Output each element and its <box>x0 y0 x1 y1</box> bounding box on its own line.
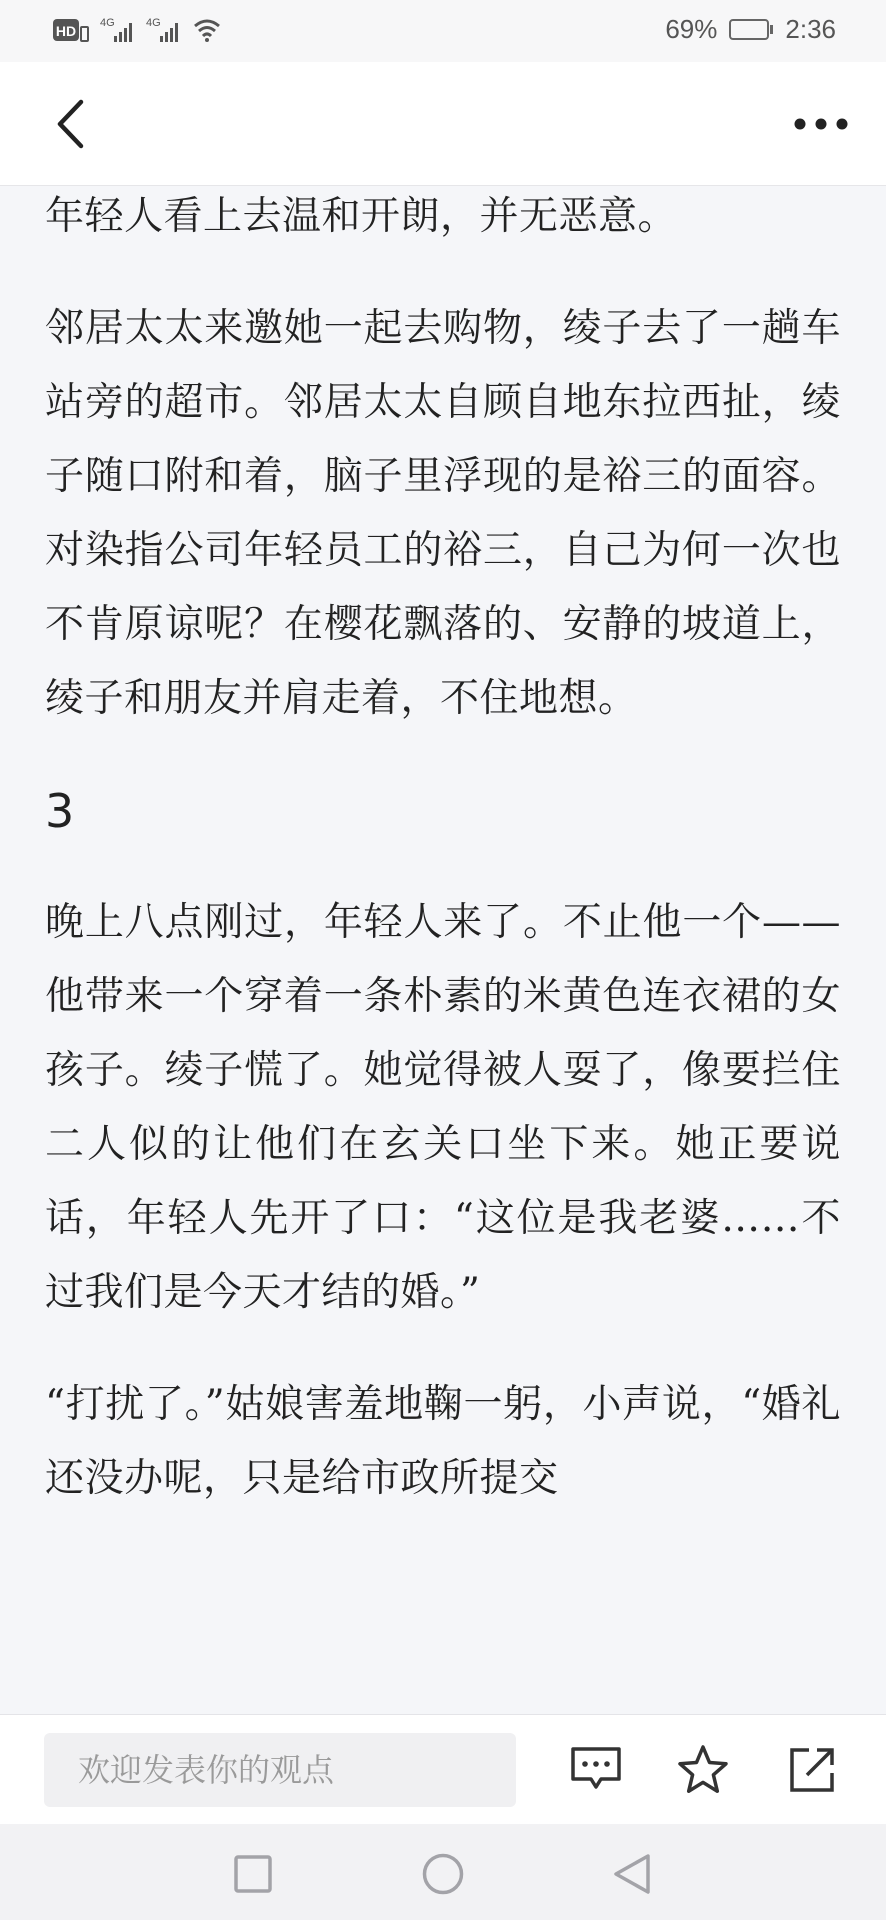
star-icon <box>676 1744 730 1796</box>
battery-percent: 69% <box>665 14 718 44</box>
back-button[interactable] <box>40 94 100 154</box>
status-bar <box>0 0 886 62</box>
share-icon <box>787 1745 837 1795</box>
home-button[interactable] <box>415 1846 471 1902</box>
comment-input[interactable] <box>44 1733 516 1807</box>
svg-text:HD: HD <box>55 23 77 39</box>
article-body <box>45 186 841 1714</box>
comment-button[interactable] <box>563 1737 629 1803</box>
signal-icon <box>100 16 136 44</box>
section-number: 3 <box>45 784 75 838</box>
chevron-left-icon <box>53 99 87 149</box>
clock: 2:36 <box>785 14 836 44</box>
status-right <box>665 14 836 45</box>
more-horizontal-icon <box>793 117 849 131</box>
top-app-bar <box>0 62 886 186</box>
battery-icon <box>729 19 773 40</box>
back-triangle-icon <box>611 1852 653 1896</box>
article-paragraph: “打扰了。”姑娘害羞地鞠一躬，小声说，“婚礼还没办呢，只是给市政所提交 <box>45 1382 841 1501</box>
article-paragraph: 年轻人看上去温和开朗，并无恶意。 <box>45 194 678 239</box>
signal-icon <box>146 16 182 44</box>
article-paragraph: 晚上八点刚过，年轻人来了。不止他一个——他带来一个穿着一条朴素的米黄色连衣裙的女孩子。绫子慌了。她觉得被人耍了，像要拦住二人似的让他们在玄关口坐下来。她正要说话，年轻人先开了口：“这位是我老婆……不过我们是今天才结的婚。” <box>45 900 841 1315</box>
comment-icon <box>569 1745 623 1795</box>
nav-back-button[interactable] <box>604 1846 660 1902</box>
status-left <box>52 16 222 44</box>
system-nav-bar <box>0 1824 886 1920</box>
bottom-action-bar <box>0 1714 886 1824</box>
recent-apps-button[interactable] <box>225 1846 281 1902</box>
svg-text:4G: 4G <box>146 17 161 29</box>
recent-apps-icon <box>233 1854 273 1894</box>
article-paragraph: 邻居太太来邀她一起去购物，绫子去了一趟车站旁的超市。邻居太太自顾自地东拉西扯，绫子随口附和着，脑子里浮现的是裕三的面容。对染指公司年轻员工的裕三，自己为何一次也不肯原谅呢？在樱花飘落的、安静的坡道上，绫子和朋友并肩走着，不住地想。 <box>45 306 841 721</box>
svg-text:4G: 4G <box>100 17 115 29</box>
wifi-icon <box>192 17 222 43</box>
home-icon <box>421 1852 465 1896</box>
hd-icon <box>52 17 90 43</box>
favorite-button[interactable] <box>670 1737 736 1803</box>
share-button[interactable] <box>779 1737 845 1803</box>
more-options-button[interactable] <box>786 94 856 154</box>
